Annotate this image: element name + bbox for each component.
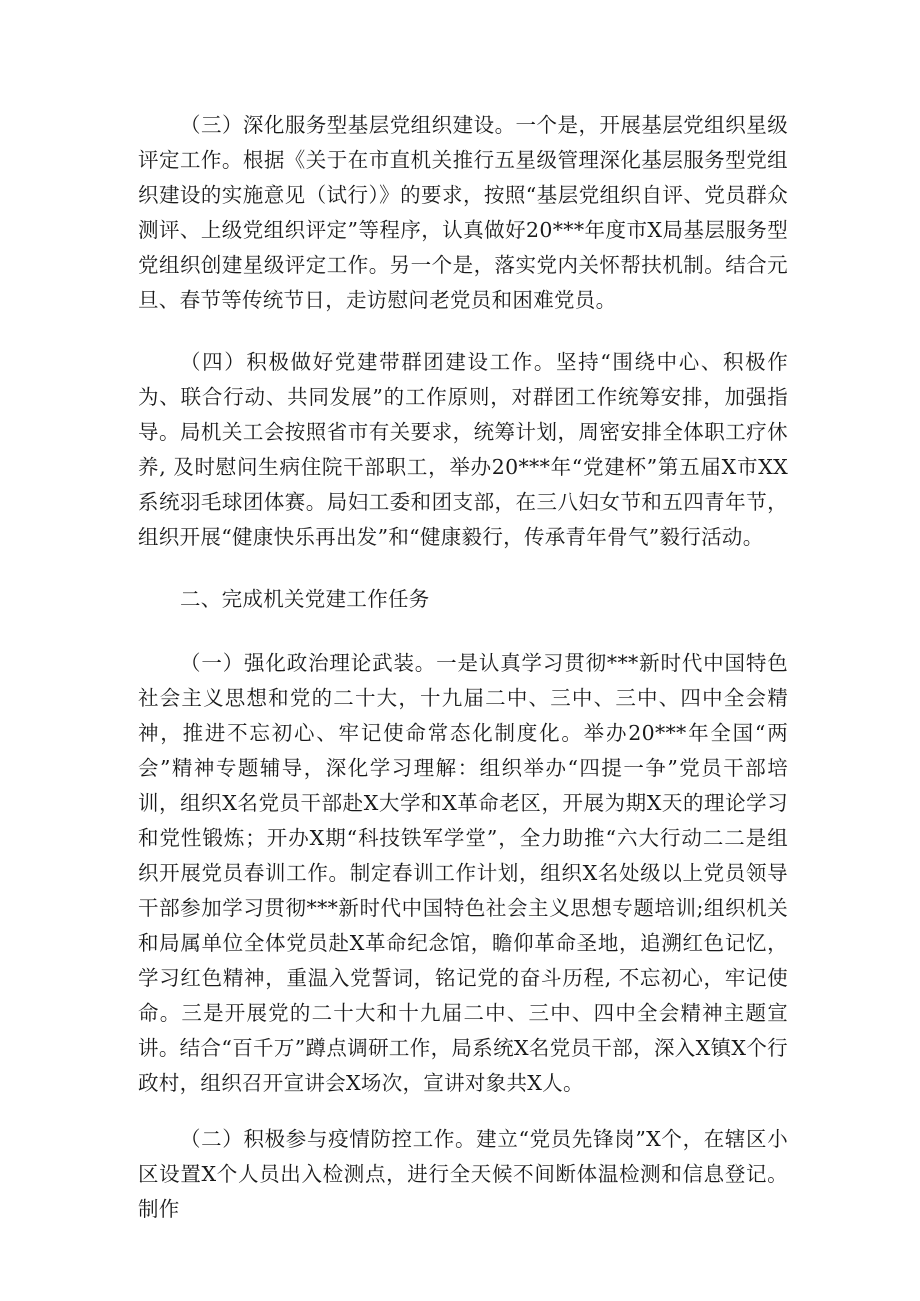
paragraph-political-theory: （一）强化政治理论武装。一是认真学习贯彻***新时代中国特色社会主义思想和党的二十大，十九届二中、三中、三中、四中全会精神，推进不忘初心、牢记使命常态化制度化。举办20***年全国“两会”精神专题辅导，深化学习理解：组织举办“四提一争”党员干部培训，组织X名党员干部赴X大学和X革命老区，开展为期X天的理论学习和党性锻炼；开办X期“科技铁军学堂”，全力助推“六大行动二二是组织开展党员春训工作。制定春训工作计划，组织X名处级以上党员领导干部参加学习贯彻***新时代中国特色社会主义思想专题培训;组织机关和局属单位全体党员赴X革命纪念馆，瞻仰革命圣地，追溯红色记忆，学习红色精神，重温入党誓词，铭记党的奋斗历程, 不忘初心，牢记使命。三是开展党的二十大和十九届二中、三中、四中全会精神主题宣讲。结合“百千万”蹲点调研工作，局系统X名党员干部，深入X镇X个行政村，组织召开宣讲会X场次，宣讲对象共X人。 (138, 651, 788, 1095)
section-heading: 二、完成机关党建工作任务 (180, 587, 430, 611)
paragraph-epidemic-prevention: （二）积极参与疫情防控工作。建立“党员先锋岗”X个，在辖区小区设置X个人员出入检测点，进行全天候不间断体温检测和信息登记。制作 (138, 1127, 788, 1221)
paragraph-mass-organization-work: （四）积极做好党建带群团建设工作。坚持“围绕中心、积极作为、联合行动、共同发展”的工作原则，对群团工作统筹安排，加强指导。局机关工会按照省市有关要求，统筹计划，周密安排全体职工疗休养, 及时慰问生病住院干部职工，举办20***年“党建杯”第五届X市XX系统羽毛球团体赛。局妇工委和团支部，在三八妇女节和五四青年节，组织开展“健康快乐再出发”和“健康毅行，传承青年骨气”毅行活动。 (138, 350, 788, 549)
paragraph-party-organization-building: （三）深化服务型基层党组织建设。一个是，开展基层党组织星级评定工作。根据《关于在市直机关推行五星级管理深化基层服务型党组织建设的实施意见（试行）》的要求，按照“基层党组织自评、党员群众测评、上级党组织评定”等程序，认真做好20***年度市X局基层服务型党组织创建星级评定工作。另一个是，落实党内关怀帮扶机制。结合元旦、春节等传统节日，走访慰问老党员和困难党员。 (138, 113, 788, 312)
